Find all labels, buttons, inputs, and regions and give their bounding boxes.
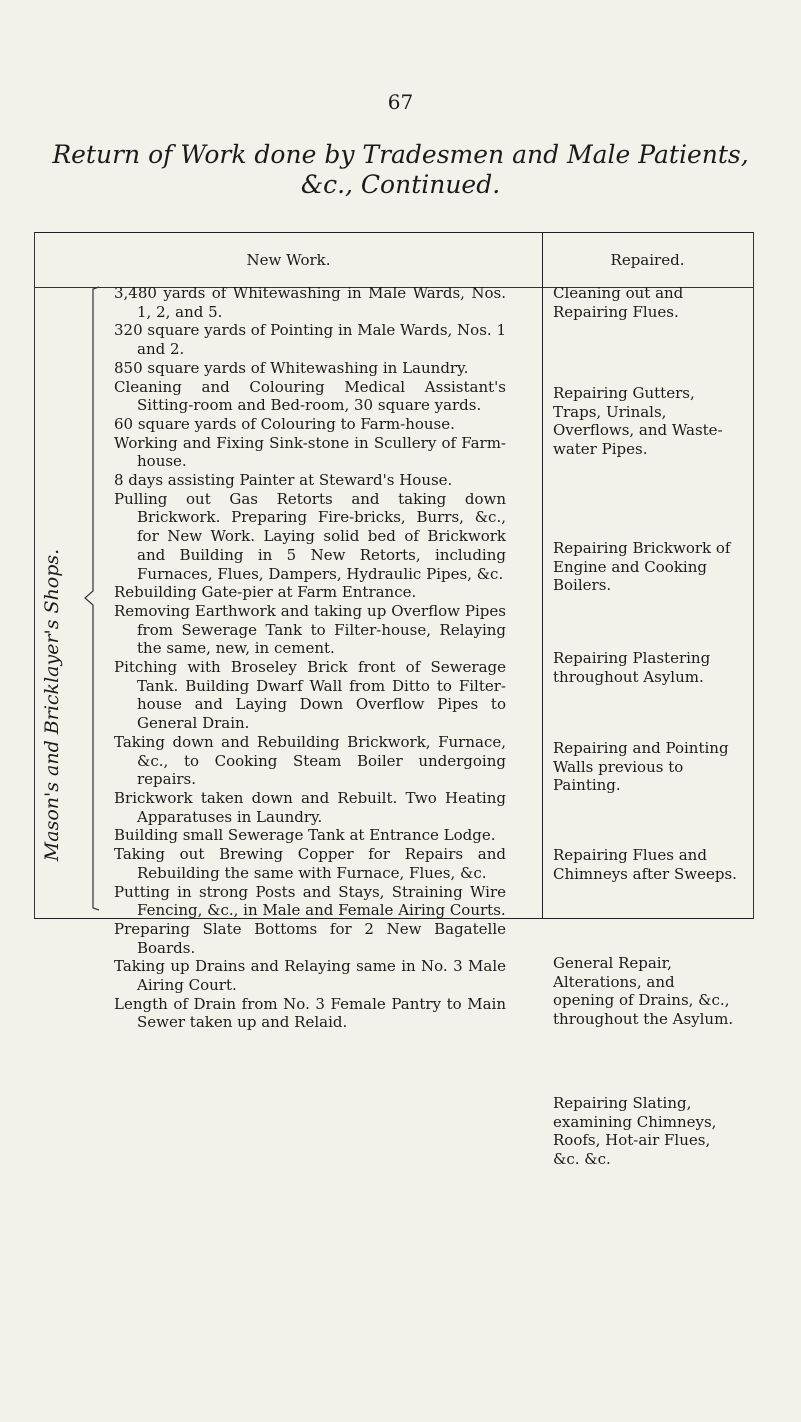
new-work-entry: Cleaning and Colouring Medical Assistant's Sitting-room and Bed-room, 30 square yards. [114, 377, 506, 415]
repaired-entry: Repairing Brickwork of Engine and Cooking Boilers. [553, 539, 731, 595]
title-line-1: Return of Work done by Tradesmen and Male Patients, [52, 140, 749, 169]
new-work-entry: Removing Earthwork and taking up Overflow Pipes from Sewerage Tank to Filter-house, Relaying the same, new, in cement. [114, 601, 506, 658]
new-work-entry: Length of Drain from No. 3 Female Pantry to Main Sewer taken up and Relaid. [114, 994, 506, 1032]
new-work-entry: Putting in strong Posts and Stays, Straining Wire Fencing, &c., in Male and Female Airing Courts. [114, 882, 506, 920]
new-work-entry: 3,480 yards of Whitewashing in Male Wards, Nos. 1, 2, and 5. [114, 284, 506, 321]
repaired-entry: Repairing and Pointing Walls previous to Painting. [553, 739, 729, 795]
new-work-entry: 8 days assisting Painter at Steward's House. [114, 471, 453, 490]
repaired-entry: Repairing Slating, examining Chimneys, Roofs, Hot-air Flues, &c. &c. [553, 1094, 717, 1169]
page-number: 67 [387, 90, 414, 114]
new-work-entry: 60 square yards of Colouring to Farm-house. [114, 414, 455, 433]
new-work-entry: Taking out Brewing Copper for Repairs and Rebuilding the same with Furnace, Flues, &c. [114, 845, 506, 882]
header-repaired: Repaired. [610, 251, 685, 269]
new-work-entry: Taking up Drains and Relaying same in No. 3 Male Airing Court. [114, 957, 506, 995]
new-work-entry: Building small Sewerage Tank at Entrance Lodge. [114, 826, 496, 845]
header-new-work: New Work. [246, 251, 331, 269]
repaired-entry: Cleaning out and Repairing Flues. [553, 284, 684, 321]
new-work-entry: Taking down and Rebuilding Brickwork, Furnace, &c., to Cooking Steam Boiler undergoing repairs. [114, 732, 506, 789]
new-work-entry: 320 square yards of Pointing in Male Wards, Nos. 1 and 2. [114, 321, 506, 359]
new-work-entry: Brickwork taken down and Rebuilt. Two Heating Apparatuses in Laundry. [114, 788, 506, 826]
title-line-2: &c., Continued. [300, 170, 501, 199]
repaired-entry: Repairing Plastering throughout Asylum. [553, 649, 711, 686]
repaired-entry: Repairing Flues and Chimneys after Sweeps. [553, 846, 737, 883]
repaired-entry: Repairing Gutters, Traps, Urinals, Overflows, and Waste-water Pipes. [553, 384, 723, 459]
brace-icon [82, 286, 102, 911]
new-work-entry: Working and Fixing Sink-stone in Scullery of Farm-house. [114, 433, 506, 471]
column-divider [542, 233, 543, 918]
repaired-entry: General Repair, Alterations, and opening of Drains, &c., throughout the Asylum. [553, 954, 734, 1029]
new-work-entry: Pitching with Broseley Brick front of Sewerage Tank. Building Dwarf Wall from Ditto to Filter-house and Laying Down Overflow Pipes to General Drain. [114, 658, 506, 733]
new-work-entry: 850 square yards of Whitewashing in Laundry. [114, 358, 469, 377]
side-label-shops: Mason's and Bricklayer's Shops. [41, 548, 63, 862]
new-work-entry: Pulling out Gas Retorts and taking down Brickwork. Preparing Fire-bricks, Burrs, &c., for New Work. Laying solid bed of Brickwork and Building in 5 New Retorts, including Furnaces, Flues, Dampers, Hydraulic Pipes, &c. [114, 489, 506, 583]
new-work-entry: Rebuilding Gate-pier at Farm Entrance. [114, 583, 417, 602]
page-title [0, 140, 801, 200]
new-work-entry: Preparing Slate Bottoms for 2 New Bagatelle Boards. [114, 919, 506, 957]
new-work-list [114, 284, 506, 1032]
